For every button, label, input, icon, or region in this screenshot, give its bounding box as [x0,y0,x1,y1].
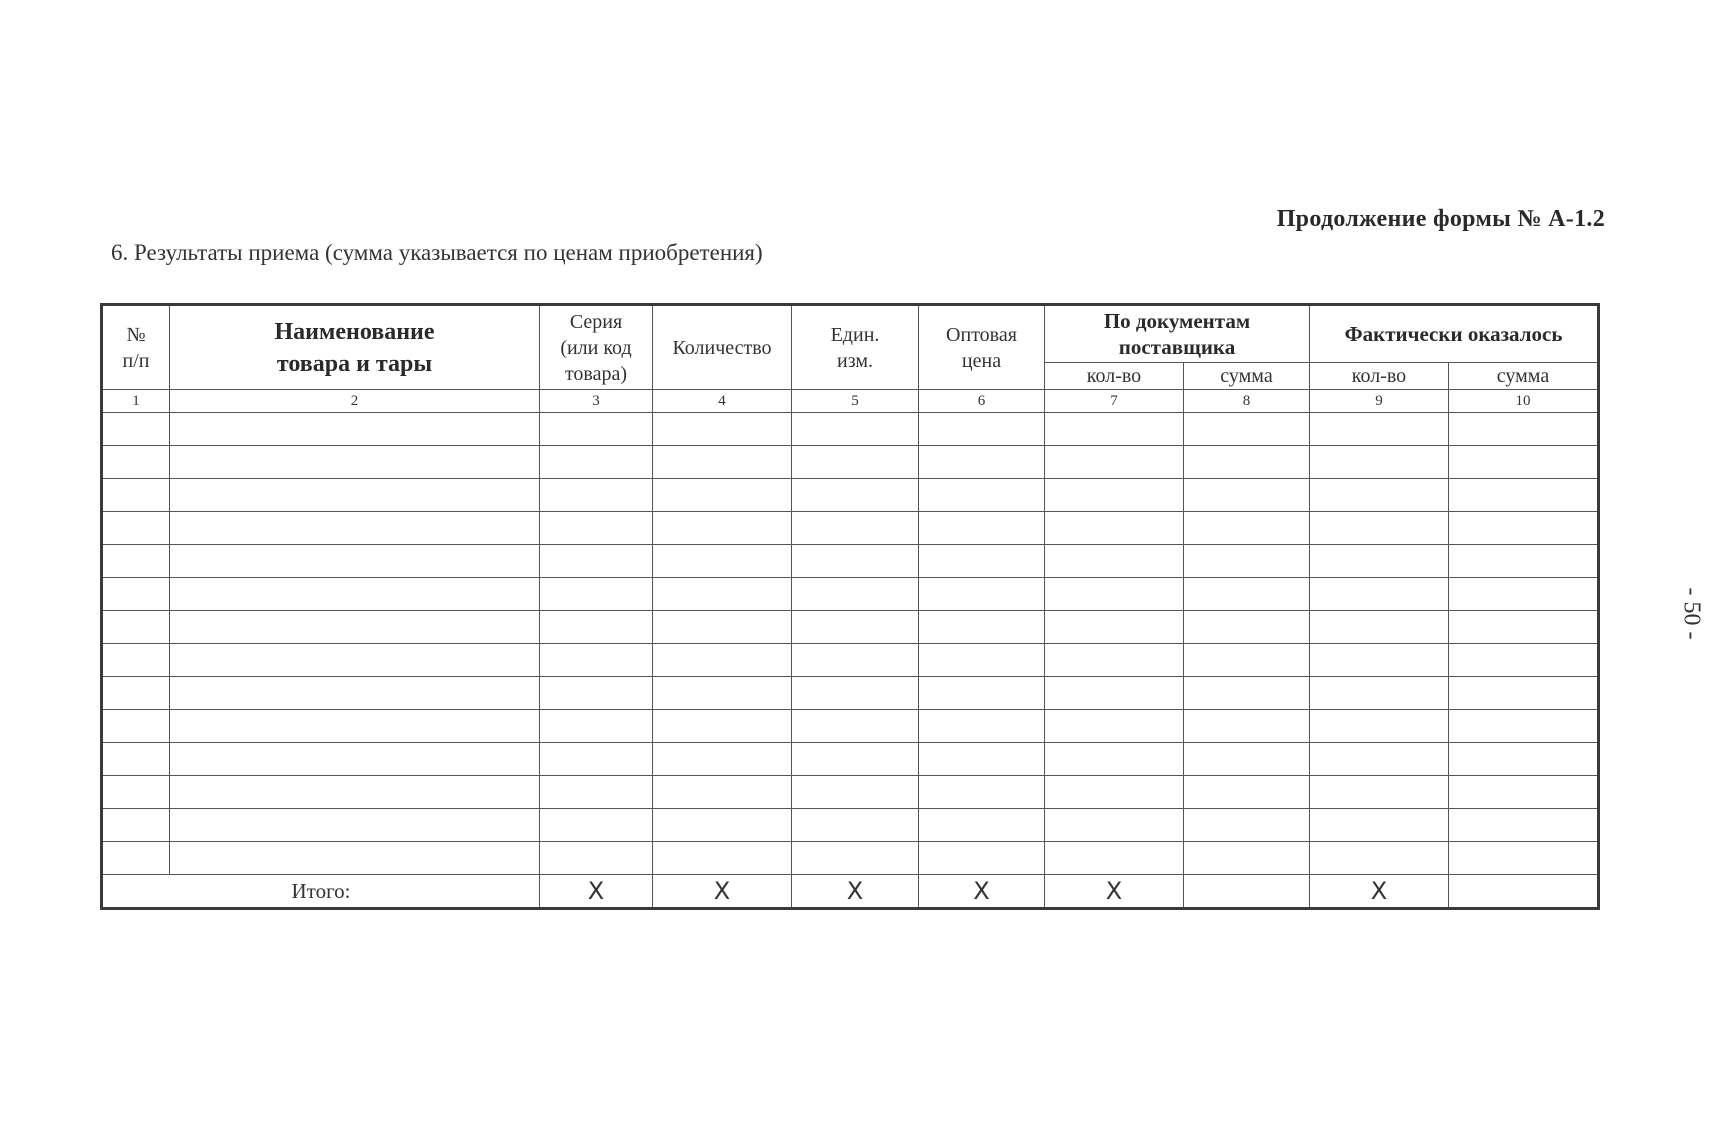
table-cell[interactable] [102,710,170,743]
header-series: Серия (или код товара) [540,305,653,390]
table-cell[interactable] [792,611,919,644]
table-cell[interactable] [792,578,919,611]
table-cell[interactable] [653,545,792,578]
table-cell[interactable] [1310,413,1449,446]
table-row [102,611,1599,644]
table-cell[interactable] [540,809,653,842]
table-row [102,644,1599,677]
header-actual: Фактически оказалось [1310,305,1599,363]
table-cell[interactable] [1310,479,1449,512]
total-cell-actual-sum [1449,875,1599,909]
table-cell[interactable] [1310,710,1449,743]
table-cell[interactable] [1184,710,1310,743]
table-cell[interactable] [653,611,792,644]
table-cell[interactable] [653,644,792,677]
table-cell[interactable] [919,512,1045,545]
header-name: Наименование товара и тары [170,305,540,390]
header-docs-qty: кол-во [1045,363,1184,390]
header-no: № п/п [102,305,170,390]
total-cell-unit: X [792,875,919,909]
table-cell[interactable] [1310,644,1449,677]
column-number: 2 [170,390,540,413]
table-cell[interactable] [919,842,1045,875]
table-cell[interactable] [1184,512,1310,545]
acceptance-results-table [100,303,1600,910]
table-cell[interactable] [1310,446,1449,479]
table-cell[interactable] [1310,611,1449,644]
table-cell[interactable] [1045,446,1184,479]
column-number: 4 [653,390,792,413]
column-number: 6 [919,390,1045,413]
table-cell[interactable] [919,710,1045,743]
table-cell[interactable] [1045,809,1184,842]
table-cell[interactable] [170,710,540,743]
table-cell[interactable] [1184,677,1310,710]
table-cell[interactable] [1184,545,1310,578]
table-cell[interactable] [792,677,919,710]
table-cell[interactable] [540,644,653,677]
total-row [102,875,1599,909]
table-cell[interactable] [919,677,1045,710]
table-cell[interactable] [1184,446,1310,479]
table-cell[interactable] [540,512,653,545]
header-actual-qty: кол-во [1310,363,1449,390]
table-cell[interactable] [1449,545,1599,578]
table-cell[interactable] [1449,743,1599,776]
table-cell[interactable] [1045,479,1184,512]
table-cell[interactable] [1184,809,1310,842]
table-row [102,446,1599,479]
total-cell-price: X [919,875,1045,909]
total-cell-series: X [540,875,653,909]
table-cell[interactable] [1045,413,1184,446]
table-cell[interactable] [540,842,653,875]
total-cell-actual-qty: X [1310,875,1449,909]
table-cell[interactable] [1184,479,1310,512]
table-cell[interactable] [1449,413,1599,446]
table-cell[interactable] [919,545,1045,578]
table-cell[interactable] [653,479,792,512]
table-cell[interactable] [170,776,540,809]
table-row [102,743,1599,776]
table-cell[interactable] [170,644,540,677]
table-cell[interactable] [1449,578,1599,611]
table-cell[interactable] [540,710,653,743]
table-cell[interactable] [170,611,540,644]
table-cell[interactable] [170,677,540,710]
table-cell[interactable] [1449,710,1599,743]
table-cell[interactable] [1449,776,1599,809]
column-number: 7 [1045,390,1184,413]
table-cell[interactable] [919,578,1045,611]
table-cell[interactable] [919,809,1045,842]
table-cell[interactable] [170,578,540,611]
table-cell[interactable] [1449,512,1599,545]
table-cell[interactable] [102,479,170,512]
table-cell[interactable] [919,479,1045,512]
column-number: 10 [1449,390,1599,413]
table-cell[interactable] [170,413,540,446]
table-row [102,479,1599,512]
table-cell[interactable] [102,545,170,578]
header-actual-sum: сумма [1449,363,1599,390]
table-cell[interactable] [653,446,792,479]
table-cell[interactable] [792,512,919,545]
table-cell[interactable] [1045,545,1184,578]
table-cell[interactable] [1184,776,1310,809]
table-cell[interactable] [170,479,540,512]
table-cell[interactable] [102,842,170,875]
header-docs-sum: сумма [1184,363,1310,390]
total-cell-quantity: X [653,875,792,909]
table-cell[interactable] [1449,677,1599,710]
table-cell[interactable] [102,776,170,809]
table-cell[interactable] [102,677,170,710]
section-title: 6. Результаты приема (сумма указывается по ценам приобретения) [111,240,763,265]
table-cell[interactable] [170,446,540,479]
table-cell[interactable] [1449,809,1599,842]
table-cell[interactable] [1310,809,1449,842]
column-number-row [102,390,1599,413]
table-cell[interactable] [102,512,170,545]
table-cell[interactable] [919,611,1045,644]
table-cell[interactable] [540,545,653,578]
table-cell[interactable] [792,479,919,512]
table-cell[interactable] [1449,611,1599,644]
header-supplier-docs: По документам поставщика [1045,305,1310,363]
table-cell[interactable] [102,743,170,776]
table-cell[interactable] [792,710,919,743]
table-cell[interactable] [1045,611,1184,644]
table-cell[interactable] [1310,677,1449,710]
table-row [102,512,1599,545]
total-cell-docs-qty: X [1045,875,1184,909]
table-cell[interactable] [540,446,653,479]
table-cell[interactable] [1184,644,1310,677]
table-cell[interactable] [170,743,540,776]
table-cell[interactable] [540,413,653,446]
column-number: 1 [102,390,170,413]
table-cell[interactable] [653,413,792,446]
table-cell[interactable] [102,809,170,842]
table-cell[interactable] [1449,446,1599,479]
table-row [102,710,1599,743]
table-cell[interactable] [540,677,653,710]
table-cell[interactable] [540,743,653,776]
table-row [102,776,1599,809]
table-cell[interactable] [653,776,792,809]
table-cell[interactable] [170,809,540,842]
table-row [102,578,1599,611]
table-cell[interactable] [1184,842,1310,875]
table-row [102,545,1599,578]
table-cell[interactable] [1449,842,1599,875]
table-cell[interactable] [1045,842,1184,875]
header-price: Оптовая цена [919,305,1045,390]
table-row [102,413,1599,446]
table-cell[interactable] [102,611,170,644]
table-cell[interactable] [919,446,1045,479]
table-row [102,677,1599,710]
table-cell[interactable] [1310,512,1449,545]
column-number: 9 [1310,390,1449,413]
table-cell[interactable] [102,413,170,446]
table-cell[interactable] [653,842,792,875]
table-cell[interactable] [792,842,919,875]
table-cell[interactable] [170,545,540,578]
table-cell[interactable] [792,413,919,446]
column-number: 8 [1184,390,1310,413]
table-cell[interactable] [1184,578,1310,611]
table-cell[interactable] [1045,578,1184,611]
column-number: 3 [540,390,653,413]
table-cell[interactable] [1184,743,1310,776]
table-cell[interactable] [1310,578,1449,611]
table-cell[interactable] [919,413,1045,446]
table-cell[interactable] [653,512,792,545]
table-cell[interactable] [102,446,170,479]
total-label: Итого: [102,875,540,909]
table-cell[interactable] [792,809,919,842]
page-number: - 50 - [1678,587,1705,640]
table-cell[interactable] [1310,842,1449,875]
header-unit: Един. изм. [792,305,919,390]
table-cell[interactable] [792,644,919,677]
header-quantity: Количество [653,305,792,390]
table-cell[interactable] [1310,776,1449,809]
table-cell[interactable] [540,776,653,809]
table-cell[interactable] [919,776,1045,809]
table-cell[interactable] [1310,743,1449,776]
table-cell[interactable] [1045,644,1184,677]
table-cell[interactable] [1449,644,1599,677]
table-cell[interactable] [792,743,919,776]
table-cell[interactable] [792,446,919,479]
table-cell[interactable] [1310,545,1449,578]
table-row [102,842,1599,875]
table-cell[interactable] [1045,776,1184,809]
column-number: 5 [792,390,919,413]
table-cell[interactable] [653,578,792,611]
table-cell[interactable] [919,644,1045,677]
table-cell[interactable] [792,545,919,578]
table-cell[interactable] [540,611,653,644]
table-cell[interactable] [102,578,170,611]
total-cell-docs-sum [1184,875,1310,909]
table-cell[interactable] [170,512,540,545]
table-cell[interactable] [653,809,792,842]
table-cell[interactable] [1045,677,1184,710]
table-cell[interactable] [1045,743,1184,776]
table-cell[interactable] [1449,479,1599,512]
table-cell[interactable] [1045,512,1184,545]
table-cell[interactable] [653,710,792,743]
table-cell[interactable] [170,842,540,875]
table-cell[interactable] [102,644,170,677]
table-cell[interactable] [1045,710,1184,743]
table-cell[interactable] [1184,611,1310,644]
table-cell[interactable] [540,578,653,611]
table-cell[interactable] [1184,413,1310,446]
form-title: Продолжение формы № А-1.2 [1276,206,1605,232]
table-row [102,809,1599,842]
table-cell[interactable] [653,743,792,776]
table-cell[interactable] [792,776,919,809]
table-cell[interactable] [540,479,653,512]
table-cell[interactable] [919,743,1045,776]
table-cell[interactable] [653,677,792,710]
